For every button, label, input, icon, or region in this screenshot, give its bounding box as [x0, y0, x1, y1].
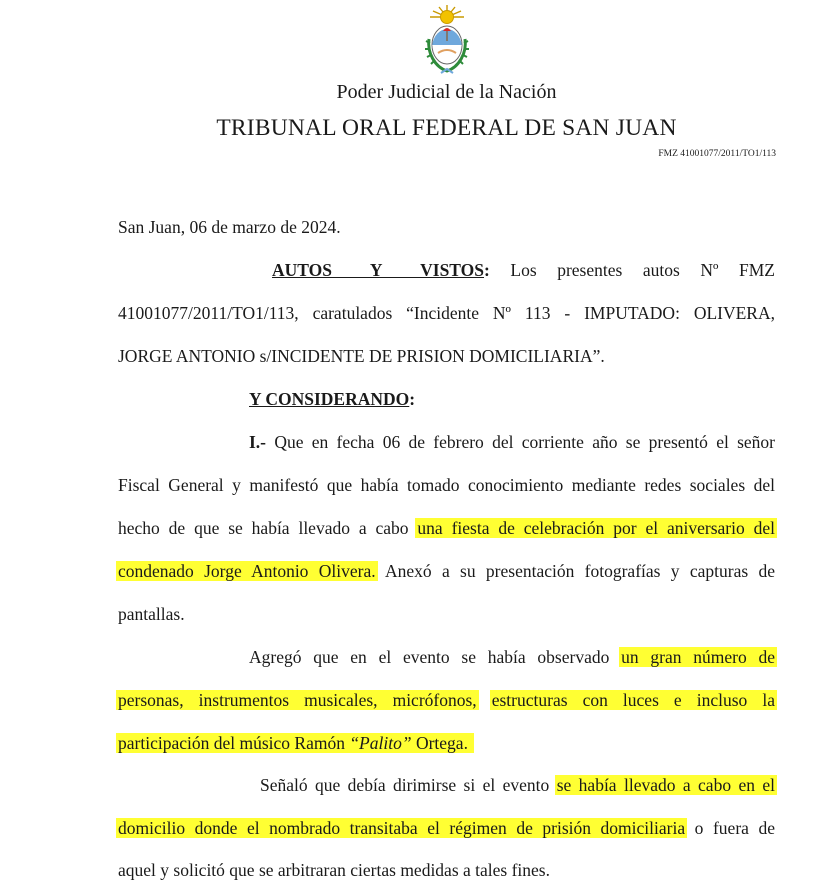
paragraph-text: Que en fecha 06 de febrero del corriente año se presentó el señor [274, 432, 776, 452]
case-number: FMZ 41001077/2011/TO1/113 [658, 149, 776, 159]
highlighted-text: personas, instrumentos musicales, micrófonos, [118, 690, 477, 710]
paragraph-number: I.- [249, 432, 267, 452]
document-body [118, 215, 775, 885]
highlighted-text: una fiesta de celebración por el aniversario del [417, 518, 775, 538]
autos-line-3 [118, 344, 775, 368]
p1-line-3 [118, 516, 775, 540]
p1-line-5 [118, 602, 775, 626]
argentine-coat-of-arms-icon [421, 3, 473, 75]
highlighted-text: estructuras con luces e incluso la [491, 690, 775, 710]
p2-line-1 [249, 645, 775, 669]
considerando-line [249, 387, 775, 411]
paragraph-text: Agregó que en el evento se había observado [249, 647, 610, 667]
paragraph-text: o fuera de [694, 818, 775, 838]
document-date: San Juan, 06 de marzo de 2024. [118, 217, 341, 237]
highlighted-text: un gran número de [621, 647, 776, 667]
p1-line-1 [249, 430, 775, 454]
p1-line-4 [118, 559, 775, 583]
autos-line-1 [272, 258, 775, 282]
p1-line-2 [118, 473, 775, 497]
date-line [118, 215, 775, 239]
paragraph-text: aquel y solicitó que se arbitraran ciertas medidas a tales fines. [118, 860, 550, 880]
paragraph-text: hecho de que se había llevado a cabo [118, 518, 409, 538]
highlighted-text: condenado Jorge Antonio Olivera. [118, 561, 376, 581]
paragraph-text: participación del músico Ramón [118, 733, 345, 753]
autos-text: 41001077/2011/TO1/113, caratulados “Incidente Nº 113 - IMPUTADO: OLIVERA, [118, 303, 775, 323]
paragraph-text: Fiscal General y manifestó que había tomado conocimiento mediante redes sociales del [118, 475, 775, 495]
court-subtitle: Poder Judicial de la Nación [336, 81, 557, 103]
italic-nickname: “Palito” [349, 733, 412, 753]
paragraph-text: Señaló que debía dirimirse si el evento [260, 775, 550, 795]
court-title: TRIBUNAL ORAL FEDERAL DE SAN JUAN [216, 115, 677, 141]
considerando-colon: : [409, 389, 416, 409]
paragraph-text: Ortega. [415, 733, 468, 753]
autos-text: Los presentes autos Nº FMZ [510, 260, 775, 280]
autos-text: JORGE ANTONIO s/INCIDENTE DE PRISION DOMICILIARIA”. [118, 346, 605, 366]
highlighted-text [116, 733, 474, 753]
p2-line-3 [118, 731, 775, 755]
paragraph-text: Anexó a su presentación fotografías y capturas de [384, 561, 775, 581]
p2-line-2 [118, 688, 775, 712]
highlighted-text: se había llevado a cabo en el [556, 775, 776, 795]
autos-line-2 [118, 301, 775, 325]
paragraph-text: pantallas. [118, 604, 185, 624]
autos-heading: AUTOS Y VISTOS [272, 260, 485, 280]
highlighted-text: domicilio donde el nombrado transitaba el régimen de prisión domiciliaria [118, 818, 686, 838]
considerando-heading: Y CONSIDERANDO [249, 389, 410, 409]
p3-line-3 [118, 858, 775, 882]
p3-line-1 [260, 773, 775, 797]
p3-line-2 [118, 816, 775, 840]
autos-colon: : [484, 260, 490, 280]
